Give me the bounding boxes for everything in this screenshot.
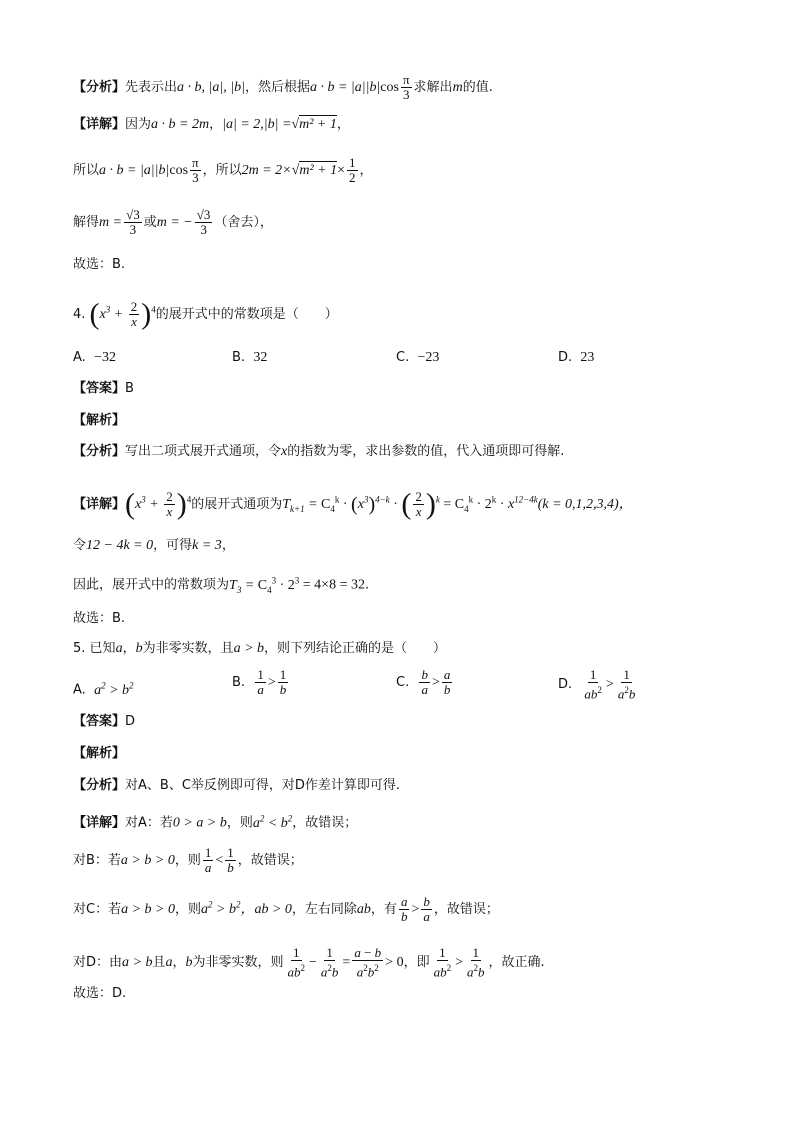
q3-analysis-line: 【分析】先表示出a · b, |a|, |b|，然后根据a · b = |a||b|cos $\frac{\pi}{3}$ 求解出m的值. [73,72,493,102]
text: 所以 [73,163,100,178]
text: （舍去） [214,215,260,230]
q5-explain-tag: 【解析】 [73,746,126,761]
q3-solve-line: 解得m = $\frac{√3}{3}$ 或m = − $\frac{√3}{3}$ （舍去）， [73,207,273,237]
answer-value: D [125,714,136,729]
q4-explain-tag: 【解析】 [73,413,126,428]
q5-analysis: 【分析】对A、B、C举反例即可得，对D作差计算即可得. [73,778,401,793]
var-x: x [281,444,288,459]
text: 解得 [73,215,100,230]
q5-detail-c: 对C：若a > b > 0，则$a^2 > b^2$，ab > 0，左右同除ab，有 $\frac{a}{b}$ > $\frac{b}{a}$ ，故错误； [73,894,499,924]
q4-let: 令12 − 4k = 0，可得k = 3， [73,538,235,553]
q5-detail-b: 对B：若a > b > 0，则 $\frac{1}{a}$ < $\frac{1}{b}$ ，故错误； [73,845,303,875]
q5-option-b[interactable]: B. $\frac{1}{a}$ > $\frac{1}{b}$ [232,667,287,697]
detail-tag: 【详解】 [73,117,126,132]
q5-detail-a: 【详解】对A：若0 > a > b，则$a^2 < b^2$，故错误； [73,813,358,831]
q4-option-c[interactable]: C. −23 [396,350,440,365]
sqrt: m² + 1 [299,163,338,178]
var-m: m [452,80,463,95]
q4-detail: 【详解】($x^3$ + $\frac{2}{x}$ )$^4$的展开式通项为$T_{k+1} = C_4^k \cdot (x^3)^{4-k}$ · ( $\frac{2}{x}$ )$^k = C_4^k \cdot 2^k \cdot x^{12-4k}(k = 0,1,2,3,4)$， [73,487,633,521]
text: ，所以 [202,163,242,178]
q4-option-d[interactable]: D. 23 [558,350,595,365]
eq: = 2m [179,117,210,132]
q3-choose: 故选：B. [73,257,126,272]
q4-answer: 【答案】B [73,381,134,396]
question-number: 4. [73,307,86,322]
q5-option-a[interactable]: A. $a^2 > b^2$ [73,680,134,698]
q5-choose: 故选：D. [73,986,127,1001]
q3-detail-line: 【详解】因为a · b = 2m，|a| = 2,|b| =√m² + 1， [73,117,350,132]
q5-answer: 【答案】D [73,714,136,729]
q5-option-c[interactable]: C. $\frac{b}{a}$ > $\frac{a}{b}$ [396,667,451,697]
text: 因为 [125,117,152,132]
text: 求解出 [413,80,453,95]
q4-stem: 4. ($x^3$ + $\frac{2}{x}$ )$^4$的展开式中的常数项是（ ） [73,297,338,331]
text: 或 [143,215,157,230]
analysis-tag: 【分析】 [73,80,126,95]
q5-option-d[interactable]: D. $\frac{1}{ab^2}$ > $\frac{1}{a^2b}$ [558,667,636,702]
answer-value: B [125,381,134,396]
eq: 2m = 2× [241,163,292,178]
text: 先表示出 [125,80,178,95]
sqrt: m² + 1 [299,117,337,132]
text: ，然后根据 [244,80,310,95]
q3-so-line: 所以a · b = |a||b|cos $\frac{\pi}{3}$ ，所以2m = 2×√m² + 1× $\frac{1}{2}$ ， [73,155,373,185]
q4-choose: 故选：B. [73,611,126,626]
q5-detail-d: 对D：由a > b且a，b为非零实数，则 $\frac{1}{ab^2}$ − $\frac{1}{a^2b}$ = $\frac{a - b}{a^2b^2}$ > 0，即 $\frac{1}{ab^2}$ > $\frac{1}{a^2b}$ ，故正确. [73,945,545,980]
q4-analysis: 【分析】写出二项式展开式通项，令x的指数为零，求出参数的值，代入通项即可得解. [73,444,565,459]
q4-option-b[interactable]: B. 32 [232,350,268,365]
q4-option-a[interactable]: A. −32 [73,350,116,365]
q5-stem: 5. 已知a，b为非零实数，且a > b，则下列结论正确的是（ ） [73,641,447,656]
text: 的值. [462,80,493,95]
q4-therefore: 因此，展开式中的常数项为$T_3 = C_4^3 \cdot 2^3 = 4\times 8 = 32$. [73,575,370,595]
eq: = 2, [240,117,264,132]
text: 的展开式中的常数项是（ ） [155,307,338,322]
eq: = [281,117,292,132]
